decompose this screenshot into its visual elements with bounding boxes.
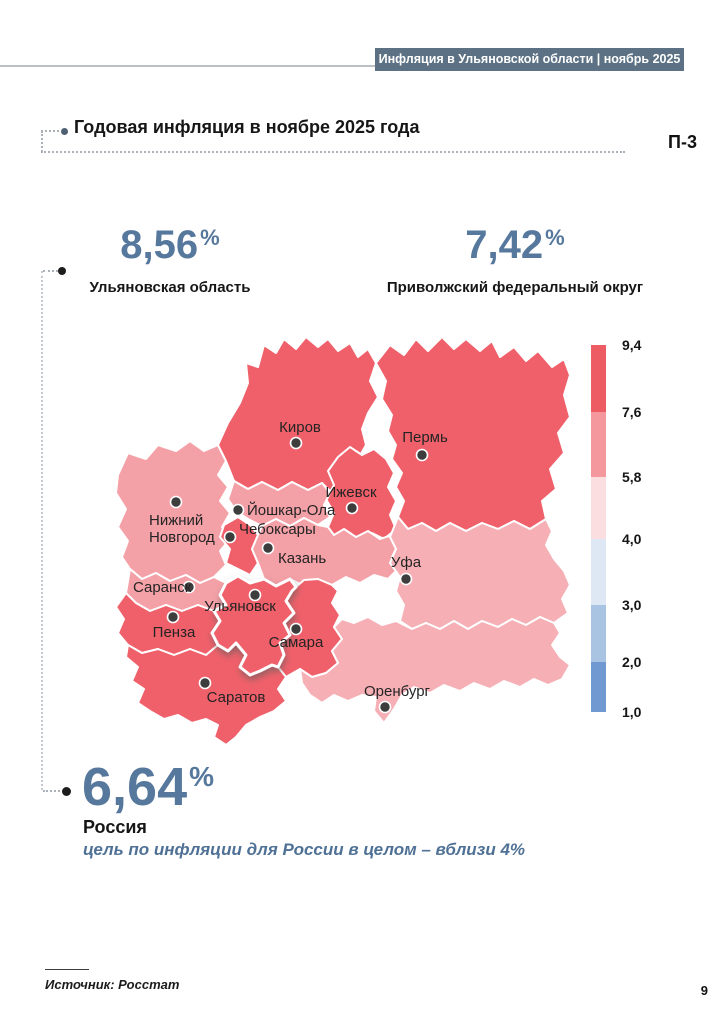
legend-segment-6 — [591, 662, 606, 712]
title-bullet-icon — [61, 128, 68, 135]
city-dot-kirov — [291, 438, 302, 449]
left-connector-dotted-line — [41, 271, 43, 790]
legend-segment-2 — [591, 412, 606, 477]
legend-segment-5 — [591, 605, 606, 662]
choropleth-map — [100, 333, 572, 759]
region-orenburg — [300, 617, 570, 723]
legend-segment-3 — [591, 477, 606, 539]
legend-tick-1-0: 1,0 — [622, 704, 642, 720]
title-underline-dotted — [41, 151, 625, 153]
city-label-ufa: Уфа — [390, 554, 422, 571]
stat-value: 8,56 — [120, 223, 199, 267]
city-label-saransk: Саранск — [133, 579, 192, 596]
city-label-line: Нижний — [149, 512, 204, 529]
city-dot-penza — [168, 612, 179, 623]
stat-value: 6,64 — [82, 757, 188, 817]
stat-value: 7,42 — [465, 223, 544, 267]
city-label-kazan: Казань — [278, 550, 327, 567]
city-label-samara: Самара — [268, 634, 324, 651]
percent-sign: % — [545, 225, 565, 250]
stat-russia-value — [82, 757, 215, 823]
city-dot-saratov — [200, 678, 211, 689]
city-label-penza: Пенза — [152, 624, 196, 641]
city-dot-ufa — [401, 574, 412, 585]
city-dot-yoshkar-ola — [233, 505, 244, 516]
connector-stub-russia — [43, 790, 60, 792]
region-bashkortostan — [390, 517, 570, 629]
source-divider — [45, 969, 89, 970]
title-connector-stub — [41, 130, 59, 132]
connector-stub-region — [43, 270, 58, 272]
city-label-line: Новгород — [149, 529, 215, 546]
city-dot-orenburg — [380, 702, 391, 713]
connector-dot-region — [58, 267, 66, 275]
city-dot-samara — [291, 624, 302, 635]
legend-tick-4-0: 4,0 — [622, 531, 642, 547]
legend-segment-4 — [591, 539, 606, 605]
stat-district-label: Приволжский федеральный округ — [386, 279, 644, 296]
city-dot-perm — [417, 450, 428, 461]
city-dot-nizhny-novgorod — [171, 497, 182, 508]
stat-district-value — [385, 225, 645, 271]
title-connector-vertical — [41, 131, 43, 152]
percent-sign: % — [189, 761, 215, 792]
city-label-ulyanovsk: Ульяновск — [204, 598, 276, 615]
stat-ulyanovsk-label: Ульяновская область — [89, 279, 251, 296]
connector-dot-russia — [62, 787, 71, 796]
header-bar — [375, 48, 684, 89]
header-bar-title: Инфляция в Ульяновской области | ноябрь 2025 года — [378, 52, 681, 89]
map-svg — [100, 333, 572, 759]
legend-tick-2-0: 2,0 — [622, 654, 642, 670]
stat-russia-label: Россия — [83, 817, 147, 837]
inflation-target-note: цель по инфляции для России в целом – вблизи 4% — [83, 840, 526, 859]
legend-segment-1 — [591, 345, 606, 412]
legend-tick-9-4: 9,4 — [622, 337, 642, 353]
city-label-orenburg: Оренбург — [363, 683, 431, 700]
city-dot-cheboksary — [225, 532, 236, 543]
legend-tick-7-6: 7,6 — [622, 404, 642, 420]
legend-tick-5-8: 5,8 — [622, 469, 642, 485]
city-label-perm: Пермь — [402, 429, 448, 446]
city-dot-kazan — [263, 543, 274, 554]
city-label-izhevsk: Ижевск — [325, 484, 377, 501]
stat-russia — [82, 757, 215, 823]
city-label-kirov: Киров — [279, 419, 321, 436]
source-note: Источник: Росстат — [45, 977, 180, 992]
city-label-saratov: Саратов — [206, 689, 266, 706]
stat-federal-district — [385, 225, 645, 296]
percent-sign: % — [200, 225, 220, 250]
legend-tick-3-0: 3,0 — [622, 597, 642, 613]
city-label-cheboksary: Чебоксары — [239, 521, 316, 538]
page-number: 9 — [700, 983, 708, 998]
city-label-nizhny-novgorod — [149, 512, 215, 546]
city-label-yoshkar-ola: Йошкар-Ола — [247, 502, 336, 519]
figure-code: П-3 — [668, 132, 697, 152]
stat-ulyanovsk-value — [60, 225, 280, 271]
figure-title: Годовая инфляция в ноябре 2025 года — [74, 117, 420, 137]
city-dot-izhevsk — [347, 503, 358, 514]
stat-ulyanovsk-region — [60, 225, 280, 296]
